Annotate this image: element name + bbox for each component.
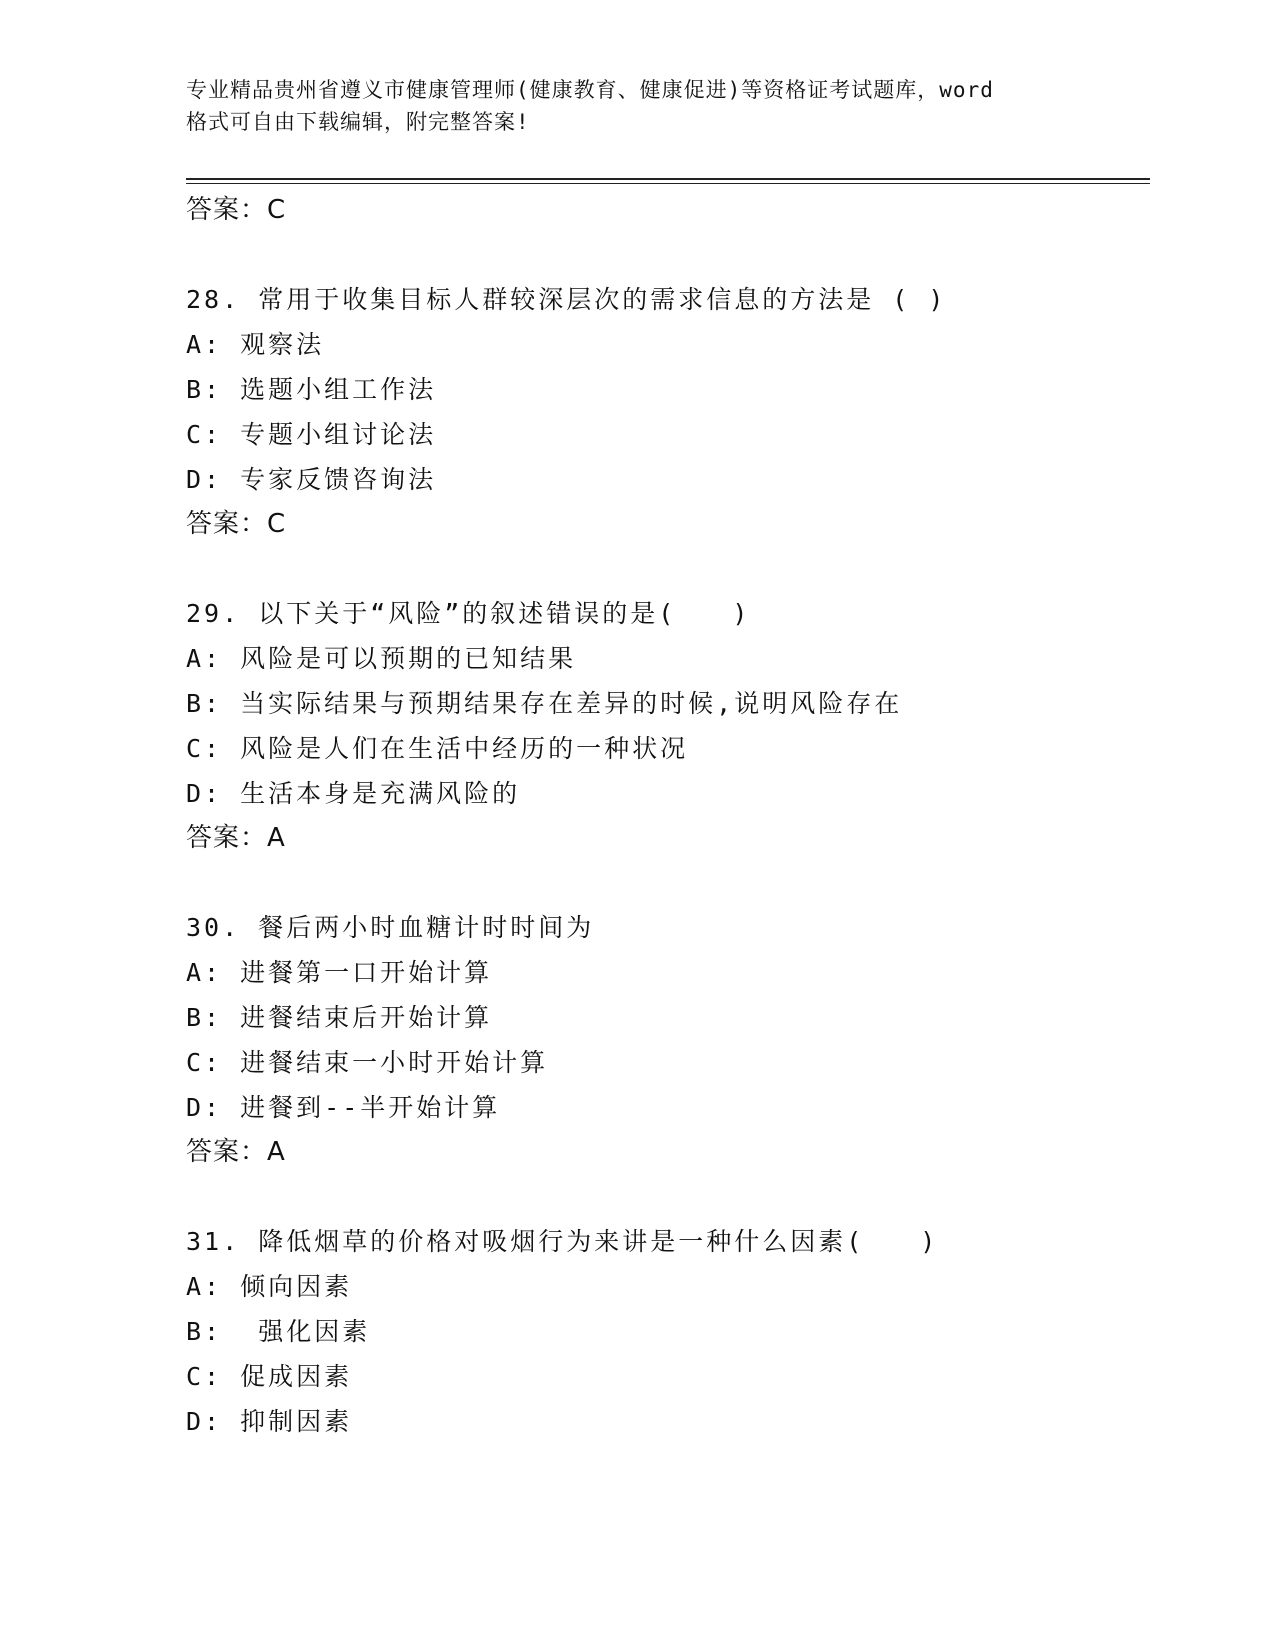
option-d: D: 进餐到--半开始计算	[186, 1093, 501, 1122]
page-header	[186, 74, 1086, 138]
header-divider-thin	[186, 183, 1150, 184]
question-stem: 29. 以下关于“风险”的叙述错误的是( )	[186, 599, 751, 628]
option-a: A: 倾向因素	[186, 1272, 353, 1301]
option-d: D: 生活本身是充满风险的	[186, 779, 521, 808]
answer-line: 答案：C	[186, 509, 287, 539]
answer-line-27: 答案：C	[186, 195, 287, 225]
header-divider-thick	[186, 178, 1150, 180]
question-30	[186, 905, 1146, 1174]
option-a: A: 观察法	[186, 330, 325, 359]
option-d: D: 抑制因素	[186, 1407, 353, 1436]
question-29	[186, 591, 1146, 860]
question-stem: 31. 降低烟草的价格对吸烟行为来讲是一种什么因素( )	[186, 1227, 939, 1256]
header-line-1: 专业精品贵州省遵义市健康管理师(健康教育、健康促进)等资格证考试题库，word	[186, 78, 994, 102]
option-b: B: 选题小组工作法	[186, 375, 437, 404]
option-c: C: 风险是人们在生活中经历的一种状况	[186, 734, 689, 763]
answer-line: 答案：A	[186, 1137, 286, 1167]
option-b: B: 强化因素	[186, 1317, 371, 1346]
option-c: C: 促成因素	[186, 1362, 353, 1391]
question-31	[186, 1219, 1146, 1444]
question-stem: 28. 常用于收集目标人群较深层次的需求信息的方法是 ( )	[186, 285, 947, 314]
option-b: B: 进餐结束后开始计算	[186, 1003, 493, 1032]
option-c: C: 专题小组讨论法	[186, 420, 437, 449]
header-line-2: 格式可自由下载编辑，附完整答案!	[186, 110, 530, 134]
option-d: D: 专家反馈咨询法	[186, 465, 437, 494]
answer-line: 答案：A	[186, 823, 286, 853]
option-b: B: 当实际结果与预期结果存在差异的时候,说明风险存在	[186, 689, 903, 718]
option-a: A: 风险是可以预期的已知结果	[186, 644, 577, 673]
option-c: C: 进餐结束一小时开始计算	[186, 1048, 549, 1077]
option-a: A: 进餐第一口开始计算	[186, 958, 493, 987]
question-list	[186, 188, 1146, 1444]
question-stem: 30. 餐后两小时血糖计时时间为	[186, 913, 595, 942]
question-28	[186, 277, 1146, 546]
